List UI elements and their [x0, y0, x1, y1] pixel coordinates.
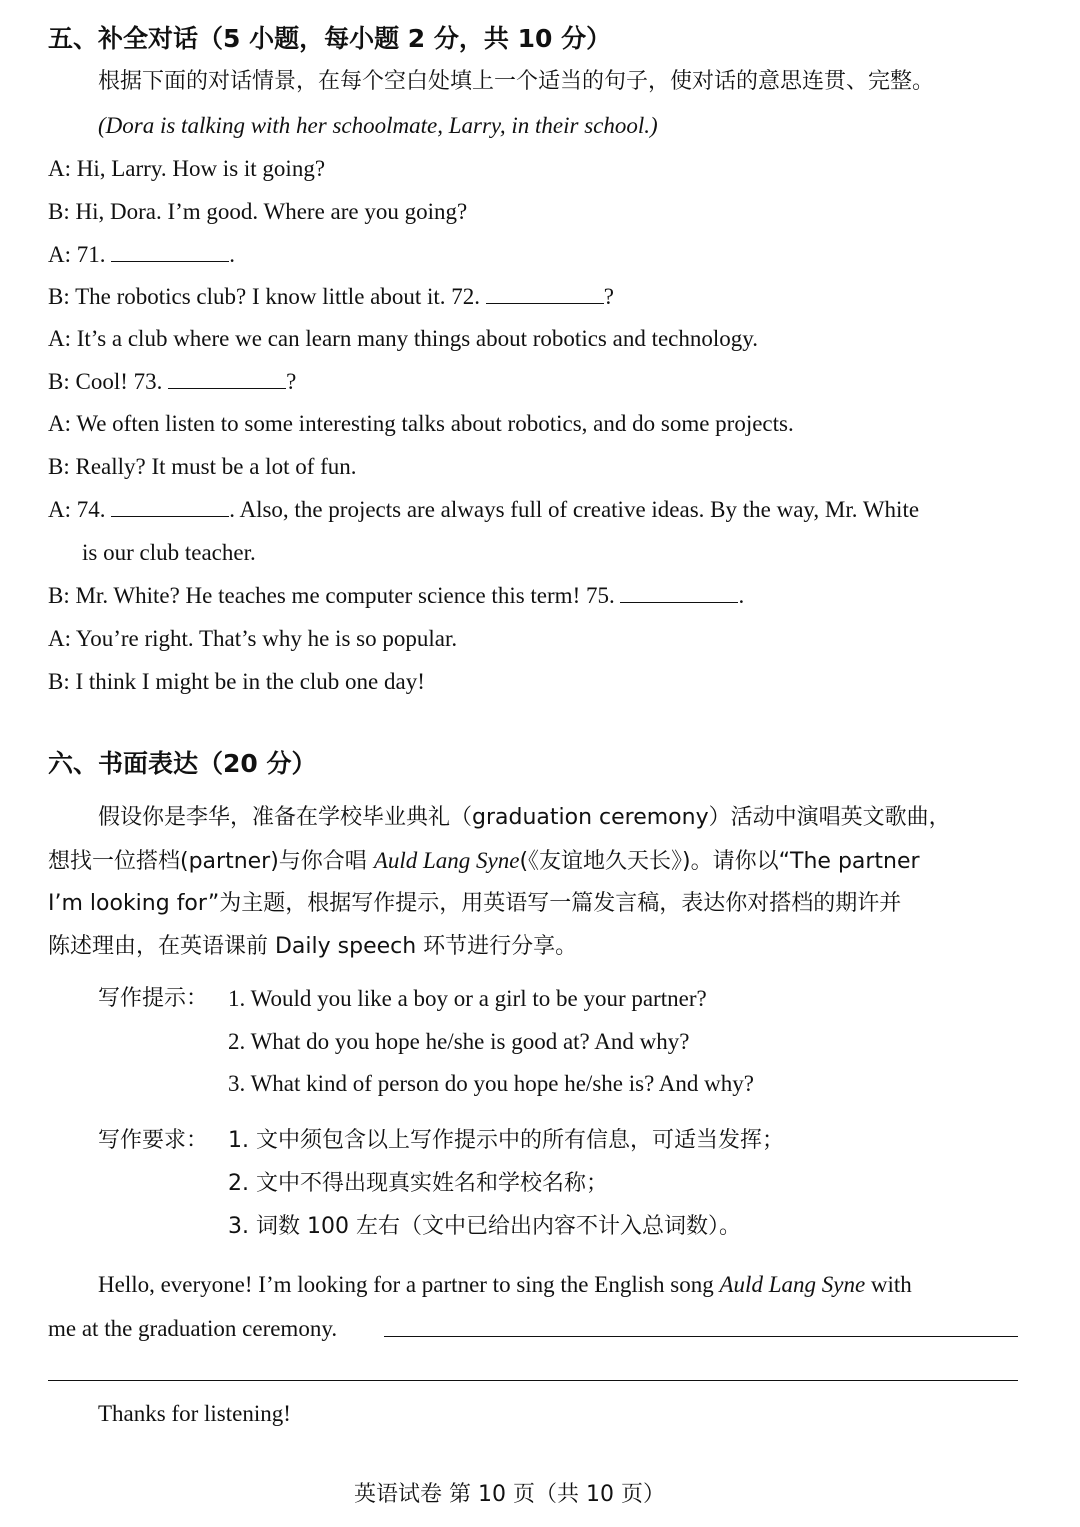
dialogue-line-text: B: The robotics club? I know little about it. 72. — [48, 284, 486, 309]
song-title: Auld Lang Syne — [719, 1272, 866, 1297]
section-5-title: 五、补全对话（5 小题，每小题 2 分，共 10 分） — [48, 24, 612, 53]
dialogue-line: A: Hi, Larry. How is it going? — [48, 156, 326, 181]
writing-task-paragraph — [48, 846, 920, 877]
writing-task-text: (《友谊地久天长》)。请你以“The partner — [519, 849, 920, 874]
writing-task-paragraph: 陈述理由，在英语课前 Daily speech 环节进行分享。 — [48, 934, 578, 959]
writing-requirement: 1. 文中须包含以上写作提示中的所有信息，可适当发挥； — [228, 1128, 784, 1153]
dialogue-line — [48, 240, 235, 270]
dialogue-line-text: B: Cool! 73. — [48, 369, 169, 394]
dialogue-line: A: It’s a club where we can learn many things about robotics and technology. — [48, 326, 759, 351]
dialogue-line — [48, 367, 296, 397]
writing-requirements-label: 写作要求： — [98, 1128, 209, 1153]
dialogue-line — [48, 282, 614, 312]
writing-task-paragraph: I’m looking for”为主题，根据写作提示，用英语写一篇发言稿，表达你对搭档的期许并 — [48, 891, 902, 916]
page-footer: 英语试卷 第 10 页（共 10 页） — [354, 1482, 665, 1507]
dialogue-line-text: B: Mr. White? He teaches me computer science this term! 75. — [48, 583, 621, 608]
dialogue-context: (Dora is talking with her schoolmate, Larry, in their school.) — [98, 113, 658, 138]
section-5-instruction: 根据下面的对话情景，在每个空白处填上一个适当的句子，使对话的意思连贯、完整。 — [98, 69, 935, 94]
writing-requirement: 2. 文中不得出现真实姓名和学校名称； — [228, 1171, 608, 1196]
dialogue-line-text: . — [229, 242, 235, 267]
writing-requirement: 3. 词数 100 左右（文中已给出内容不计入总词数）。 — [228, 1214, 741, 1239]
essay-opening-line-2: me at the graduation ceremony. — [48, 1316, 338, 1341]
writing-hint: 1. Would you like a boy or a girl to be your partner? — [228, 986, 707, 1011]
answer-blank-74[interactable] — [111, 496, 229, 517]
essay-opening-text: Hello, everyone! I’m looking for a partner to sing the English song — [98, 1272, 720, 1297]
dialogue-line — [48, 495, 919, 525]
writing-hint: 3. What kind of person do you hope he/she is? And why? — [228, 1071, 754, 1096]
answer-blank-72[interactable] — [486, 283, 604, 304]
song-title: Auld Lang Syne — [373, 848, 520, 873]
answer-blank-73[interactable] — [168, 368, 286, 389]
answer-blank-71[interactable] — [111, 241, 229, 262]
writing-answer-line[interactable] — [384, 1336, 1018, 1337]
dialogue-line: A: We often listen to some interesting talks about robotics, and do some projects. — [48, 411, 794, 436]
dialogue-line: is our club teacher. — [82, 540, 256, 565]
dialogue-line-text: ? — [286, 369, 297, 394]
dialogue-line-text: . — [738, 583, 745, 608]
essay-opening — [98, 1270, 912, 1300]
writing-hint: 2. What do you hope he/she is good at? And why? — [228, 1029, 690, 1054]
dialogue-line — [48, 581, 744, 611]
writing-hints-label: 写作提示： — [98, 986, 209, 1011]
dialogue-line: A: You’re right. That’s why he is so popular. — [48, 626, 458, 651]
dialogue-line: B: Hi, Dora. I’m good. Where are you going? — [48, 199, 468, 224]
dialogue-line-text: ? — [603, 284, 615, 309]
essay-closing: Thanks for listening! — [98, 1401, 291, 1426]
section-6-title: 六、书面表达（20 分） — [48, 749, 317, 778]
dialogue-line: B: Really? It must be a lot of fun. — [48, 454, 357, 479]
dialogue-line-text: . Also, the projects are always full of creative ideas. By the way, Mr. White — [229, 497, 920, 522]
dialogue-line-text: A: 71. — [48, 242, 112, 267]
writing-task-paragraph: 假设你是李华，准备在学校毕业典礼（graduation ceremony）活动中演唱英文歌曲， — [98, 805, 951, 830]
writing-task-text: 想找一位搭档(partner)与你合唱 — [48, 849, 374, 874]
answer-blank-75[interactable] — [620, 582, 738, 603]
essay-opening-text: with — [865, 1272, 912, 1297]
dialogue-line-text: A: 74. — [48, 497, 112, 522]
dialogue-line: B: I think I might be in the club one day! — [48, 669, 425, 694]
writing-answer-line[interactable] — [48, 1380, 1018, 1381]
